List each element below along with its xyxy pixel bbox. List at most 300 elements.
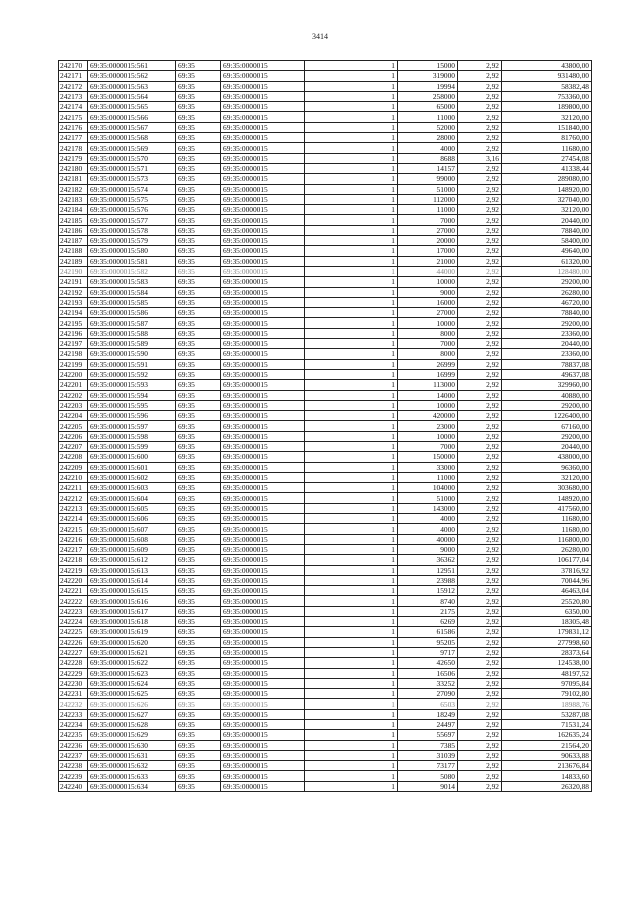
cell-cadastral-number: 69:35:0000015:622 [88,658,176,668]
cell-cadastral-number: 69:35:0000015:593 [88,380,176,390]
table-row [59,503,592,513]
cell-cadastral-number: 69:35:0000015:600 [88,452,176,462]
cell-district: 69:35 [176,524,221,534]
cell-area: 36362 [398,555,458,565]
cell-cadastral-number: 69:35:0000015:599 [88,441,176,451]
cell-count: 1 [305,503,398,513]
cell-quarter: 69:35:0000015 [221,514,305,524]
cell-id: 242170 [59,61,88,71]
cell-rate: 2,92 [458,133,502,143]
cell-rate: 2,92 [458,483,502,493]
cell-area: 95205 [398,637,458,647]
cell-id: 242207 [59,441,88,451]
cell-district: 69:35 [176,503,221,513]
cell-cadastral-number: 69:35:0000015:619 [88,627,176,637]
cell-rate: 2,92 [458,205,502,215]
cell-quarter: 69:35:0000015 [221,411,305,421]
cell-quarter: 69:35:0000015 [221,122,305,132]
cell-district: 69:35 [176,555,221,565]
cell-id: 242178 [59,143,88,153]
cell-rate: 2,92 [458,452,502,462]
table-row [59,122,592,132]
cell-area: 9000 [398,287,458,297]
cell-area: 11000 [398,205,458,215]
cell-count: 1 [305,617,398,627]
cell-cadastral-number: 69:35:0000015:562 [88,71,176,81]
cell-value: 21564,20 [502,740,592,750]
table-row [59,380,592,390]
table-row [59,555,592,565]
cell-area: 6269 [398,617,458,627]
cell-area: 8000 [398,349,458,359]
cell-district: 69:35 [176,761,221,771]
cell-value: 67160,00 [502,421,592,431]
cell-id: 242233 [59,709,88,719]
cell-cadastral-number: 69:35:0000015:581 [88,256,176,266]
table-row [59,61,592,71]
cell-quarter: 69:35:0000015 [221,761,305,771]
cell-value: 78840,00 [502,225,592,235]
cell-district: 69:35 [176,153,221,163]
cell-rate: 2,92 [458,174,502,184]
table-row [59,771,592,781]
table-row [59,452,592,462]
cell-rate: 2,92 [458,277,502,287]
cell-count: 1 [305,246,398,256]
table-row [59,91,592,101]
cell-count: 1 [305,287,398,297]
cell-count: 1 [305,771,398,781]
cell-count: 1 [305,143,398,153]
cell-rate: 2,92 [458,658,502,668]
cell-district: 69:35 [176,266,221,276]
cell-quarter: 69:35:0000015 [221,575,305,585]
cell-rate: 2,92 [458,256,502,266]
cell-area: 7000 [398,441,458,451]
cell-rate: 2,92 [458,236,502,246]
cell-value: 931480,00 [502,71,592,81]
cell-value: 81760,00 [502,133,592,143]
cell-quarter: 69:35:0000015 [221,256,305,266]
cell-value: 40880,00 [502,390,592,400]
cell-cadastral-number: 69:35:0000015:588 [88,328,176,338]
cell-cadastral-number: 69:35:0000015:563 [88,81,176,91]
table-row [59,287,592,297]
cell-district: 69:35 [176,596,221,606]
cell-cadastral-number: 69:35:0000015:583 [88,277,176,287]
cell-area: 42650 [398,658,458,668]
cell-area: 17000 [398,246,458,256]
table-row [59,133,592,143]
table-row [59,246,592,256]
cell-rate: 2,92 [458,431,502,441]
cell-value: 43800,00 [502,61,592,71]
cell-value: 148920,00 [502,493,592,503]
cell-district: 69:35 [176,133,221,143]
cell-district: 69:35 [176,781,221,791]
cell-area: 5080 [398,771,458,781]
cell-area: 15912 [398,586,458,596]
cell-rate: 2,92 [458,225,502,235]
table-row [59,699,592,709]
cell-id: 242217 [59,544,88,554]
cell-area: 52000 [398,122,458,132]
cell-id: 242211 [59,483,88,493]
cell-quarter: 69:35:0000015 [221,565,305,575]
cell-district: 69:35 [176,380,221,390]
cell-rate: 2,92 [458,678,502,688]
cell-rate: 2,92 [458,112,502,122]
cell-area: 113000 [398,380,458,390]
cell-count: 1 [305,400,398,410]
cell-value: 189800,00 [502,102,592,112]
cell-cadastral-number: 69:35:0000015:625 [88,689,176,699]
table-row [59,236,592,246]
cell-quarter: 69:35:0000015 [221,308,305,318]
cell-count: 1 [305,637,398,647]
cell-id: 242179 [59,153,88,163]
cell-district: 69:35 [176,647,221,657]
cell-id: 242222 [59,596,88,606]
cell-rate: 2,92 [458,102,502,112]
cell-quarter: 69:35:0000015 [221,287,305,297]
cell-cadastral-number: 69:35:0000015:577 [88,215,176,225]
cell-cadastral-number: 69:35:0000015:612 [88,555,176,565]
cell-rate: 2,92 [458,163,502,173]
cell-area: 10000 [398,318,458,328]
cell-area: 40000 [398,534,458,544]
cell-rate: 2,92 [458,709,502,719]
cell-value: 18305,48 [502,617,592,627]
cell-count: 1 [305,359,398,369]
cell-cadastral-number: 69:35:0000015:568 [88,133,176,143]
cell-cadastral-number: 69:35:0000015:579 [88,236,176,246]
cell-cadastral-number: 69:35:0000015:561 [88,61,176,71]
cell-count: 1 [305,421,398,431]
cell-rate: 2,92 [458,441,502,451]
cell-count: 1 [305,133,398,143]
cell-cadastral-number: 69:35:0000015:631 [88,750,176,760]
cell-value: 26280,00 [502,544,592,554]
cell-count: 1 [305,565,398,575]
cell-rate: 2,92 [458,390,502,400]
cell-area: 19994 [398,81,458,91]
cell-rate: 2,92 [458,71,502,81]
cell-value: 11680,00 [502,524,592,534]
cell-value: 6350,00 [502,606,592,616]
table-row [59,411,592,421]
cell-area: 73177 [398,761,458,771]
cell-area: 31039 [398,750,458,760]
table-row [59,658,592,668]
cell-area: 14000 [398,390,458,400]
cell-count: 1 [305,761,398,771]
cell-district: 69:35 [176,143,221,153]
cell-rate: 2,92 [458,720,502,730]
cell-district: 69:35 [176,339,221,349]
cell-district: 69:35 [176,297,221,307]
cell-cadastral-number: 69:35:0000015:606 [88,514,176,524]
cell-quarter: 69:35:0000015 [221,740,305,750]
cell-id: 242198 [59,349,88,359]
cell-id: 242188 [59,246,88,256]
cell-count: 1 [305,174,398,184]
cell-cadastral-number: 69:35:0000015:607 [88,524,176,534]
cell-id: 242181 [59,174,88,184]
table-row [59,606,592,616]
cell-id: 242234 [59,720,88,730]
cell-cadastral-number: 69:35:0000015:587 [88,318,176,328]
cell-count: 1 [305,112,398,122]
table-row [59,514,592,524]
cell-rate: 2,92 [458,472,502,482]
cell-quarter: 69:35:0000015 [221,699,305,709]
cell-id: 242187 [59,236,88,246]
cell-cadastral-number: 69:35:0000015:584 [88,287,176,297]
cell-cadastral-number: 69:35:0000015:580 [88,246,176,256]
cell-district: 69:35 [176,71,221,81]
cell-quarter: 69:35:0000015 [221,163,305,173]
cell-value: 162635,24 [502,730,592,740]
cell-value: 20440,00 [502,339,592,349]
cell-cadastral-number: 69:35:0000015:586 [88,308,176,318]
cell-value: 46720,00 [502,297,592,307]
cell-value: 128480,00 [502,266,592,276]
cell-cadastral-number: 69:35:0000015:616 [88,596,176,606]
cell-count: 1 [305,297,398,307]
cell-quarter: 69:35:0000015 [221,493,305,503]
cell-quarter: 69:35:0000015 [221,678,305,688]
cell-rate: 2,92 [458,699,502,709]
cell-id: 242220 [59,575,88,585]
cell-district: 69:35 [176,61,221,71]
cell-count: 1 [305,699,398,709]
cell-id: 242194 [59,308,88,318]
cell-district: 69:35 [176,431,221,441]
cell-quarter: 69:35:0000015 [221,627,305,637]
cell-quarter: 69:35:0000015 [221,462,305,472]
cell-cadastral-number: 69:35:0000015:618 [88,617,176,627]
cell-value: 32120,00 [502,205,592,215]
cell-area: 420000 [398,411,458,421]
cell-value: 213676,84 [502,761,592,771]
cell-id: 242239 [59,771,88,781]
cell-quarter: 69:35:0000015 [221,102,305,112]
cell-quarter: 69:35:0000015 [221,555,305,565]
cell-area: 12951 [398,565,458,575]
cell-rate: 2,92 [458,61,502,71]
cell-area: 8740 [398,596,458,606]
cell-rate: 2,92 [458,647,502,657]
cell-id: 242182 [59,184,88,194]
table-row [59,359,592,369]
cell-quarter: 69:35:0000015 [221,400,305,410]
cell-value: 179831,12 [502,627,592,637]
table-row [59,369,592,379]
cell-id: 242236 [59,740,88,750]
table-row [59,709,592,719]
cell-rate: 2,92 [458,462,502,472]
cell-quarter: 69:35:0000015 [221,112,305,122]
cell-value: 25520,80 [502,596,592,606]
cell-value: 49640,00 [502,246,592,256]
cell-district: 69:35 [176,174,221,184]
cell-district: 69:35 [176,586,221,596]
cell-district: 69:35 [176,421,221,431]
cell-value: 32120,00 [502,112,592,122]
cell-district: 69:35 [176,256,221,266]
cell-quarter: 69:35:0000015 [221,236,305,246]
table-row [59,215,592,225]
cell-rate: 2,92 [458,565,502,575]
cell-count: 1 [305,91,398,101]
cell-rate: 2,92 [458,689,502,699]
cell-rate: 2,92 [458,246,502,256]
cell-count: 1 [305,493,398,503]
cell-district: 69:35 [176,678,221,688]
cell-rate: 2,92 [458,637,502,647]
cell-area: 51000 [398,184,458,194]
table-row [59,781,592,791]
cell-quarter: 69:35:0000015 [221,441,305,451]
cell-count: 1 [305,575,398,585]
cell-area: 33252 [398,678,458,688]
table-row [59,586,592,596]
cell-count: 1 [305,431,398,441]
cell-rate: 2,92 [458,122,502,132]
cell-quarter: 69:35:0000015 [221,61,305,71]
cell-quarter: 69:35:0000015 [221,730,305,740]
cell-quarter: 69:35:0000015 [221,266,305,276]
cell-area: 99000 [398,174,458,184]
cell-quarter: 69:35:0000015 [221,781,305,791]
cell-district: 69:35 [176,730,221,740]
cell-id: 242226 [59,637,88,647]
cell-rate: 2,92 [458,308,502,318]
cell-district: 69:35 [176,411,221,421]
table-row [59,483,592,493]
cell-id: 242193 [59,297,88,307]
cell-quarter: 69:35:0000015 [221,617,305,627]
cell-id: 242209 [59,462,88,472]
cell-count: 1 [305,328,398,338]
cell-district: 69:35 [176,544,221,554]
cell-cadastral-number: 69:35:0000015:609 [88,544,176,554]
cell-area: 44000 [398,266,458,276]
table-row [59,163,592,173]
cell-value: 27454,08 [502,153,592,163]
cell-cadastral-number: 69:35:0000015:573 [88,174,176,184]
cell-value: 116800,00 [502,534,592,544]
cell-count: 1 [305,678,398,688]
cell-value: 11680,00 [502,514,592,524]
cell-district: 69:35 [176,215,221,225]
cell-id: 242173 [59,91,88,101]
cell-area: 7385 [398,740,458,750]
cell-cadastral-number: 69:35:0000015:594 [88,390,176,400]
cell-quarter: 69:35:0000015 [221,709,305,719]
cell-id: 242227 [59,647,88,657]
cell-quarter: 69:35:0000015 [221,318,305,328]
cell-cadastral-number: 69:35:0000015:582 [88,266,176,276]
cell-value: 61320,00 [502,256,592,266]
cell-id: 242192 [59,287,88,297]
cell-value: 49637,08 [502,369,592,379]
cell-area: 112000 [398,194,458,204]
cell-value: 20440,00 [502,215,592,225]
table-row [59,256,592,266]
cell-value: 78840,00 [502,308,592,318]
cell-value: 26320,88 [502,781,592,791]
cell-area: 10000 [398,431,458,441]
cell-count: 1 [305,586,398,596]
table-row [59,225,592,235]
cell-count: 1 [305,750,398,760]
cell-value: 79102,80 [502,689,592,699]
cadastral-value-table [58,60,592,792]
cell-rate: 2,92 [458,534,502,544]
cell-rate: 2,92 [458,740,502,750]
cell-district: 69:35 [176,514,221,524]
cell-rate: 3,16 [458,153,502,163]
cell-quarter: 69:35:0000015 [221,503,305,513]
cell-quarter: 69:35:0000015 [221,81,305,91]
table-row [59,462,592,472]
cell-count: 1 [305,205,398,215]
cell-rate: 2,92 [458,215,502,225]
cell-district: 69:35 [176,606,221,616]
table-row [59,339,592,349]
cell-count: 1 [305,627,398,637]
cell-cadastral-number: 69:35:0000015:628 [88,720,176,730]
cell-area: 27000 [398,308,458,318]
cell-cadastral-number: 69:35:0000015:575 [88,194,176,204]
cell-area: 143000 [398,503,458,513]
cell-id: 242208 [59,452,88,462]
cell-district: 69:35 [176,658,221,668]
cell-count: 1 [305,483,398,493]
cell-area: 27000 [398,225,458,235]
cell-id: 242186 [59,225,88,235]
cell-rate: 2,92 [458,369,502,379]
cell-value: 438000,00 [502,452,592,462]
cell-id: 242237 [59,750,88,760]
cell-area: 14157 [398,163,458,173]
cell-area: 9014 [398,781,458,791]
cell-id: 242205 [59,421,88,431]
cell-id: 242202 [59,390,88,400]
table-row [59,534,592,544]
cell-value: 48197,52 [502,668,592,678]
cell-value: 151840,00 [502,122,592,132]
cell-count: 1 [305,215,398,225]
cell-quarter: 69:35:0000015 [221,483,305,493]
cell-cadastral-number: 69:35:0000015:567 [88,122,176,132]
cell-cadastral-number: 69:35:0000015:621 [88,647,176,657]
cell-count: 1 [305,524,398,534]
cell-district: 69:35 [176,369,221,379]
cell-quarter: 69:35:0000015 [221,534,305,544]
cell-count: 1 [305,668,398,678]
cell-rate: 2,92 [458,771,502,781]
cell-count: 1 [305,236,398,246]
table-row [59,184,592,194]
cell-rate: 2,92 [458,266,502,276]
cell-district: 69:35 [176,709,221,719]
cell-area: 26999 [398,359,458,369]
cell-count: 1 [305,102,398,112]
cell-quarter: 69:35:0000015 [221,328,305,338]
